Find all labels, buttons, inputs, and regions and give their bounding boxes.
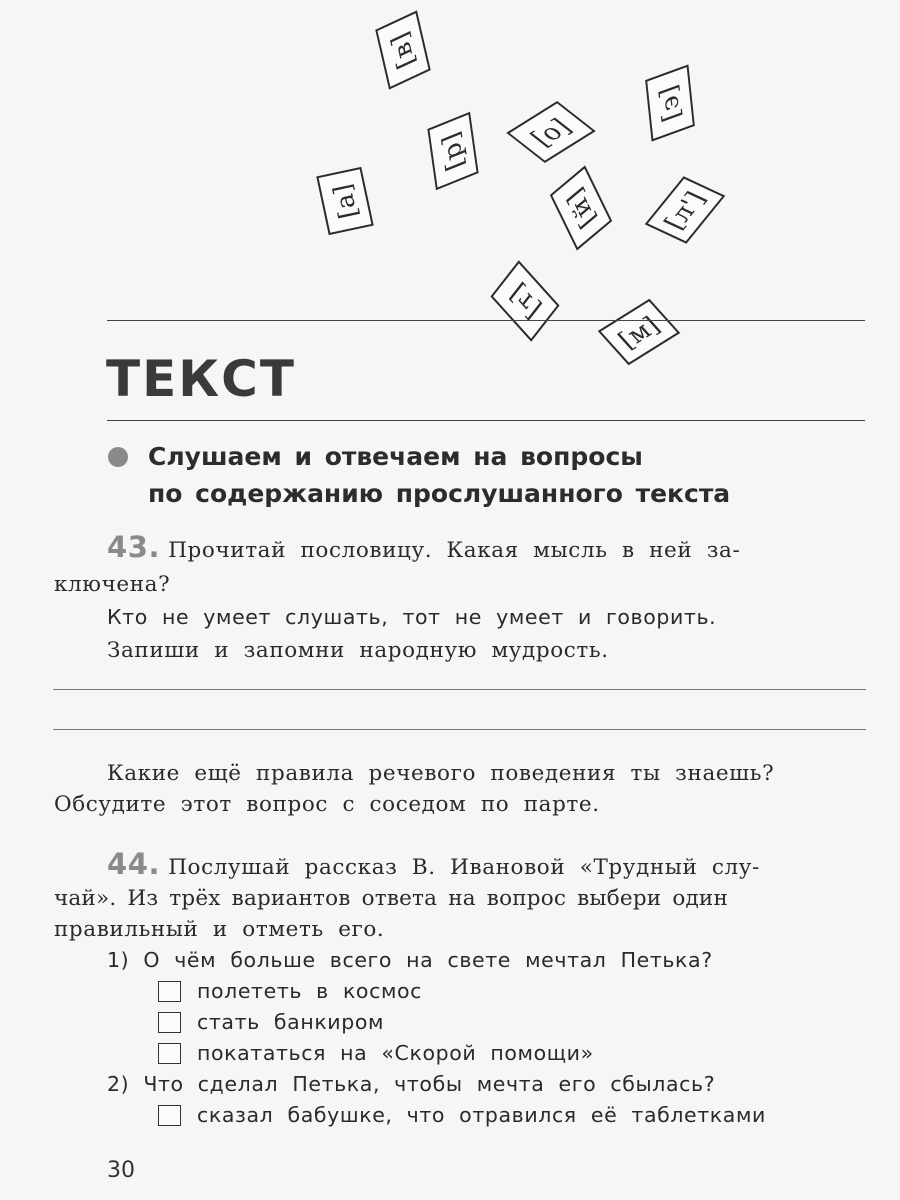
answer-line-2[interactable] [53,729,866,730]
checkbox[interactable] [158,1012,181,1033]
ex43-followup-2: Обсудите этот вопрос с соседом по парте. [54,792,600,817]
sound-card-e: [э] [645,64,695,141]
ex44-line2: чай». Из трёх вариантов ответа на вопрос выбери один [54,886,728,911]
subtitle-line-2: по содержанию прослушанного текста [148,479,731,508]
section-bottom-rule [107,420,865,421]
ex43-line2: ключена? [54,572,171,597]
section-subtitle [148,438,730,512]
q1-option-3[interactable] [158,1041,594,1065]
checkbox[interactable] [158,1043,181,1064]
ex43-followup-1: Какие ещё правила речевого поведения ты знаешь? [107,761,775,786]
option-label: сказал бабушке, что отравился её таблетками [197,1103,766,1127]
sound-card-j: [й] [550,165,612,250]
sound-card-v: [в] [375,10,430,89]
ex44-question-1: 1) О чём больше всего на свете мечтал Петька? [107,948,713,972]
section-top-rule [107,320,865,321]
ex44-question-2: 2) Что сделал Петька, чтобы мечта его сбылась? [107,1072,716,1096]
checkbox[interactable] [158,1105,181,1126]
option-label: полететь в космос [197,979,423,1003]
section-title: ТЕКСТ [106,350,296,408]
checkbox[interactable] [158,981,181,1002]
page-number: 30 [107,1158,135,1183]
ex43-number: 43. [107,530,161,564]
ex44-number: 44. [107,847,161,881]
sound-card-m: [м] [598,299,680,365]
ex43-proverb: Кто не умеет слушать, тот не умеет и говорить. [107,605,717,629]
sound-card-o: [о] [506,101,595,163]
q1-option-1[interactable] [158,979,422,1003]
option-label: покататься на «Скорой помощи» [197,1041,594,1065]
option-label: стать банкиром [197,1010,385,1034]
ex44-line3: правильный и отметь его. [54,917,385,942]
q2-option-1[interactable] [158,1103,766,1127]
ex43-task: Запиши и запомни народную мудрость. [107,638,609,663]
q1-option-2[interactable] [158,1010,384,1034]
ex43-line1: 43. Прочитай пословицу. Какая мысль в ней за- [107,530,741,564]
sound-card-a: [а] [316,167,373,235]
ex44-line1: 44. Послушай рассказ В. Ивановой «Трудный слу- [107,847,760,881]
subtitle-line-1: Слушаем и отвечаем на вопросы [148,442,643,471]
sound-card-l: [л'] [645,176,726,243]
sound-card-r: [р] [427,112,478,190]
bullet-icon [108,447,128,467]
sound-card-t: [т] [490,260,559,342]
answer-line-1[interactable] [53,689,866,690]
